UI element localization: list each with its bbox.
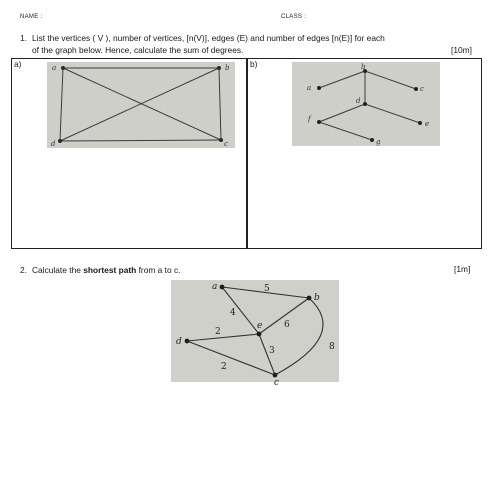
graph-a-diagram	[47, 62, 235, 148]
vertex-label-b: b	[314, 293, 320, 303]
vertex-label-a: a	[52, 64, 57, 72]
vertex-label-e: e	[425, 120, 430, 128]
edge-de	[365, 104, 420, 123]
q2-text-before: Calculate the	[32, 265, 84, 275]
vertex-a	[220, 285, 225, 290]
graph-a-image	[47, 62, 235, 148]
vertex-c	[219, 138, 223, 142]
weight-ab: 5	[264, 284, 270, 294]
vertex-a	[317, 86, 321, 90]
edge-bc	[219, 68, 221, 140]
edge-bd	[60, 68, 219, 141]
part-b-label: b)	[250, 59, 258, 69]
q2-text-after: from a to c.	[136, 265, 181, 275]
edge-bc	[275, 298, 323, 375]
vertex-label-c: c	[224, 140, 228, 148]
vertex-label-d: d	[51, 140, 56, 148]
part-a-label: a)	[14, 59, 22, 69]
edge-cd	[60, 140, 221, 141]
vertex-f	[317, 120, 321, 124]
q2-graph-image	[171, 280, 339, 388]
q2-marks: [1m]	[454, 264, 471, 274]
weight-ae: 4	[230, 308, 236, 318]
vertex-label-a: a	[307, 84, 312, 92]
vertex-d	[58, 139, 62, 143]
vertex-label-a: a	[212, 282, 218, 292]
weight-be: 6	[284, 320, 290, 330]
vertex-b	[217, 66, 221, 70]
vertex-label-e: e	[257, 321, 263, 331]
q2-number: 2.	[20, 265, 27, 275]
vertex-label-d: d	[356, 97, 361, 105]
q2-graph-diagram	[171, 280, 339, 388]
vertex-label-f: f	[308, 115, 311, 123]
graph-b-diagram	[292, 62, 440, 146]
vertex-e	[257, 332, 262, 337]
vertex-label-c: c	[420, 85, 424, 93]
vertex-b	[307, 296, 312, 301]
q1-number: 1.	[20, 33, 27, 43]
edge-ae	[222, 287, 259, 334]
vertex-label-d: d	[176, 337, 182, 347]
weight-bc: 8	[329, 342, 335, 352]
weight-dc: 2	[221, 362, 227, 372]
edge-da	[60, 68, 63, 141]
class-label: CLASS :	[281, 14, 307, 20]
vertex-label-b: b	[225, 64, 230, 72]
edge-fg	[319, 122, 372, 140]
vertex-c	[414, 87, 418, 91]
vertex-d	[185, 339, 190, 344]
q1-line1: List the vertices ( V ), number of vertices, [n(V)], edges (E) and number of edges [n(E)] for each	[32, 33, 385, 43]
vertex-label-g: g	[376, 138, 381, 146]
weight-de: 2	[215, 327, 221, 337]
edge-bc	[365, 71, 416, 89]
vertex-a	[61, 66, 65, 70]
vertex-d	[363, 102, 367, 106]
vertex-e	[418, 121, 422, 125]
graph-b-image	[292, 62, 440, 146]
vertex-g	[370, 138, 374, 142]
edge-ab	[319, 71, 365, 88]
vertex-label-c: c	[274, 378, 280, 388]
edge-df	[319, 104, 365, 122]
vertex-c	[273, 373, 278, 378]
edge-dc	[187, 341, 275, 375]
q2-text	[32, 264, 181, 277]
weight-ec: 3	[269, 346, 275, 356]
name-label: NAME :	[20, 14, 43, 20]
q1-marks: [10m]	[451, 45, 472, 55]
vertex-label-b: b	[361, 63, 366, 71]
edge-de	[187, 334, 259, 341]
q1-line2: of the graph below. Hence, calculate the sum of degrees.	[32, 45, 244, 55]
q2-text-bold: shortest path	[83, 265, 137, 275]
